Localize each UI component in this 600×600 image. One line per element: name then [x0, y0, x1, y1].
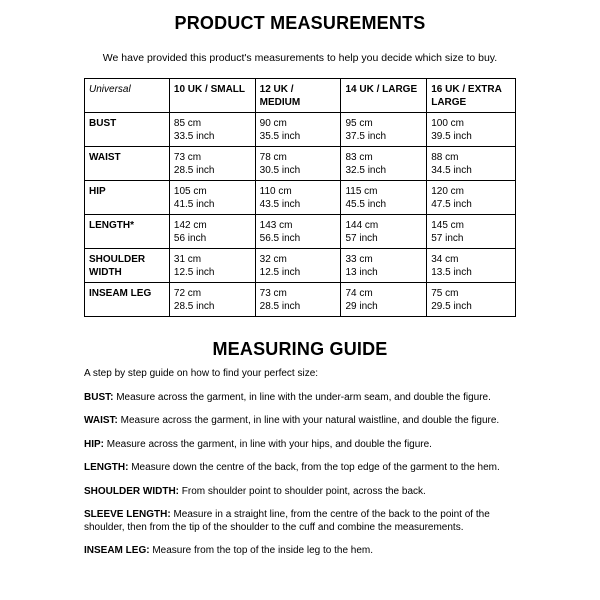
guide-item [84, 415, 524, 428]
cell-inch: 37.5 inch [345, 130, 387, 142]
row-label: HIP [85, 181, 170, 215]
cell-inch: 47.5 inch [431, 198, 472, 210]
table-row [85, 113, 516, 147]
cell-cm: 83 cm [345, 152, 373, 163]
cell-inch: 39.5 inch [431, 130, 472, 142]
table-cell [341, 215, 427, 249]
guide-text: Measure from the top of the inside leg to the hem. [149, 545, 374, 556]
guide-intro: A step by step guide on how to find your perfect size: [84, 368, 319, 379]
table-header-row [85, 79, 516, 113]
guide-term: LENGTH: [84, 462, 129, 473]
table-row [85, 147, 516, 181]
table-cell [255, 147, 341, 181]
measuring-guide [84, 368, 524, 569]
cell-inch: 57 inch [431, 232, 464, 244]
cell-inch: 57 inch [345, 232, 378, 244]
cell-inch: 30.5 inch [259, 164, 301, 176]
table-cell [169, 215, 255, 249]
cell-inch: 41.5 inch [173, 198, 215, 210]
guide-item [84, 462, 524, 475]
guide-item [84, 392, 524, 405]
table-cell [341, 113, 427, 147]
table-cell [427, 113, 516, 147]
cell-cm: 142 cm [173, 220, 207, 231]
cell-inch: 43.5 inch [259, 198, 301, 210]
table-row [85, 283, 516, 317]
cell-cm: 85 cm [173, 118, 202, 129]
cell-inch: 45.5 inch [345, 198, 387, 210]
cell-cm: 88 cm [431, 152, 459, 163]
guide-term: HIP: [84, 438, 104, 450]
guide-text: Measure across the garment, in line with your natural waistline, and double the figure. [117, 415, 500, 426]
guide-item [84, 509, 524, 534]
row-label: BUST [85, 113, 170, 147]
cell-cm: 32 cm [259, 254, 287, 265]
table-cell [255, 249, 341, 283]
cell-inch: 34.5 inch [431, 164, 472, 176]
table-cell [427, 147, 516, 181]
table-cell [255, 113, 341, 147]
cell-inch: 32.5 inch [345, 164, 387, 176]
table-cell [169, 147, 255, 181]
cell-cm: 100 cm [431, 118, 465, 129]
cell-cm: 73 cm [259, 288, 287, 299]
header-size: 16 UK / EXTRA LARGE [427, 79, 516, 113]
guide-title: MEASURING GUIDE [212, 339, 388, 359]
cell-inch: 28.5 inch [173, 164, 215, 176]
cell-cm: 120 cm [431, 186, 465, 197]
guide-text: Measure across the garment, in line with your hips, and double the figure. [104, 438, 432, 450]
cell-inch: 56.5 inch [259, 232, 301, 244]
header-universal: Universal [85, 79, 170, 113]
cell-inch: 13 inch [345, 266, 378, 278]
table-cell [341, 249, 427, 283]
cell-cm: 73 cm [173, 152, 202, 163]
cell-cm: 90 cm [259, 118, 287, 129]
cell-inch: 12.5 inch [259, 266, 301, 278]
table-cell [169, 113, 255, 147]
cell-cm: 33 cm [345, 254, 373, 265]
cell-inch: 56 inch [173, 232, 207, 244]
table-cell [427, 181, 516, 215]
guide-item [84, 486, 524, 499]
guide-item [84, 439, 524, 452]
header-size: 12 UK / MEDIUM [255, 79, 341, 113]
guide-term: WAIST: [84, 415, 118, 426]
cell-cm: 145 cm [431, 220, 465, 231]
table-cell [341, 181, 427, 215]
row-label: WAIST [85, 147, 170, 181]
row-label: LENGTH* [85, 215, 170, 249]
cell-inch: 29.5 inch [431, 300, 472, 312]
cell-inch: 28.5 inch [173, 300, 215, 312]
table-cell [341, 147, 427, 181]
cell-inch: 29 inch [345, 300, 378, 312]
table-cell [255, 215, 341, 249]
table-row [85, 181, 516, 215]
cell-cm: 75 cm [431, 288, 459, 299]
cell-cm: 34 cm [431, 254, 459, 265]
table-cell [341, 283, 427, 317]
table-cell [427, 215, 516, 249]
guide-text: From shoulder point to shoulder point, across the back. [179, 485, 426, 497]
guide-text: Measure across the garment, in line with the under-arm seam, and double the figure. [113, 391, 491, 403]
table-cell [255, 283, 341, 317]
cell-cm: 74 cm [345, 288, 373, 299]
guide-term: INSEAM LEG: [84, 545, 150, 556]
cell-cm: 144 cm [345, 220, 379, 231]
table-row [85, 249, 516, 283]
table-cell [169, 181, 255, 215]
cell-inch: 13.5 inch [431, 266, 472, 278]
row-label: SHOULDER WIDTH [85, 249, 170, 283]
header-size: 10 UK / SMALL [169, 79, 255, 113]
page-title: PRODUCT MEASUREMENTS [174, 13, 426, 33]
cell-cm: 95 cm [345, 118, 373, 129]
guide-term: SHOULDER WIDTH: [84, 485, 179, 497]
table-cell [169, 283, 255, 317]
header-size: 14 UK / LARGE [341, 79, 427, 113]
cell-cm: 110 cm [259, 186, 292, 197]
table-cell [169, 249, 255, 283]
cell-inch: 35.5 inch [259, 130, 301, 142]
cell-cm: 78 cm [259, 152, 287, 163]
intro-text: We have provided this product's measurements to help you decide which size to buy. [102, 52, 498, 64]
cell-cm: 115 cm [345, 186, 378, 197]
guide-item [84, 545, 524, 558]
guide-text: Measure down the centre of the back, from the top edge of the garment to the hem. [128, 462, 500, 473]
guide-text: Measure in a straight line, from the centre of the back to the point of the shoulder, then from the tip of the shoulder to the cuff and combine the measurements. [84, 509, 490, 533]
cell-cm: 31 cm [173, 254, 202, 265]
cell-inch: 12.5 inch [173, 266, 215, 278]
cell-inch: 33.5 inch [173, 130, 215, 142]
cell-inch: 28.5 inch [259, 300, 301, 312]
row-label: INSEAM LEG [85, 283, 170, 317]
measurements-table [84, 78, 516, 317]
table-cell [427, 249, 516, 283]
table-cell [255, 181, 341, 215]
guide-term: SLEEVE LENGTH: [84, 509, 171, 520]
cell-cm: 105 cm [173, 186, 207, 197]
table-row [85, 215, 516, 249]
table-cell [427, 283, 516, 317]
guide-term: BUST: [84, 391, 114, 403]
cell-cm: 72 cm [173, 288, 202, 299]
cell-cm: 143 cm [259, 220, 293, 231]
